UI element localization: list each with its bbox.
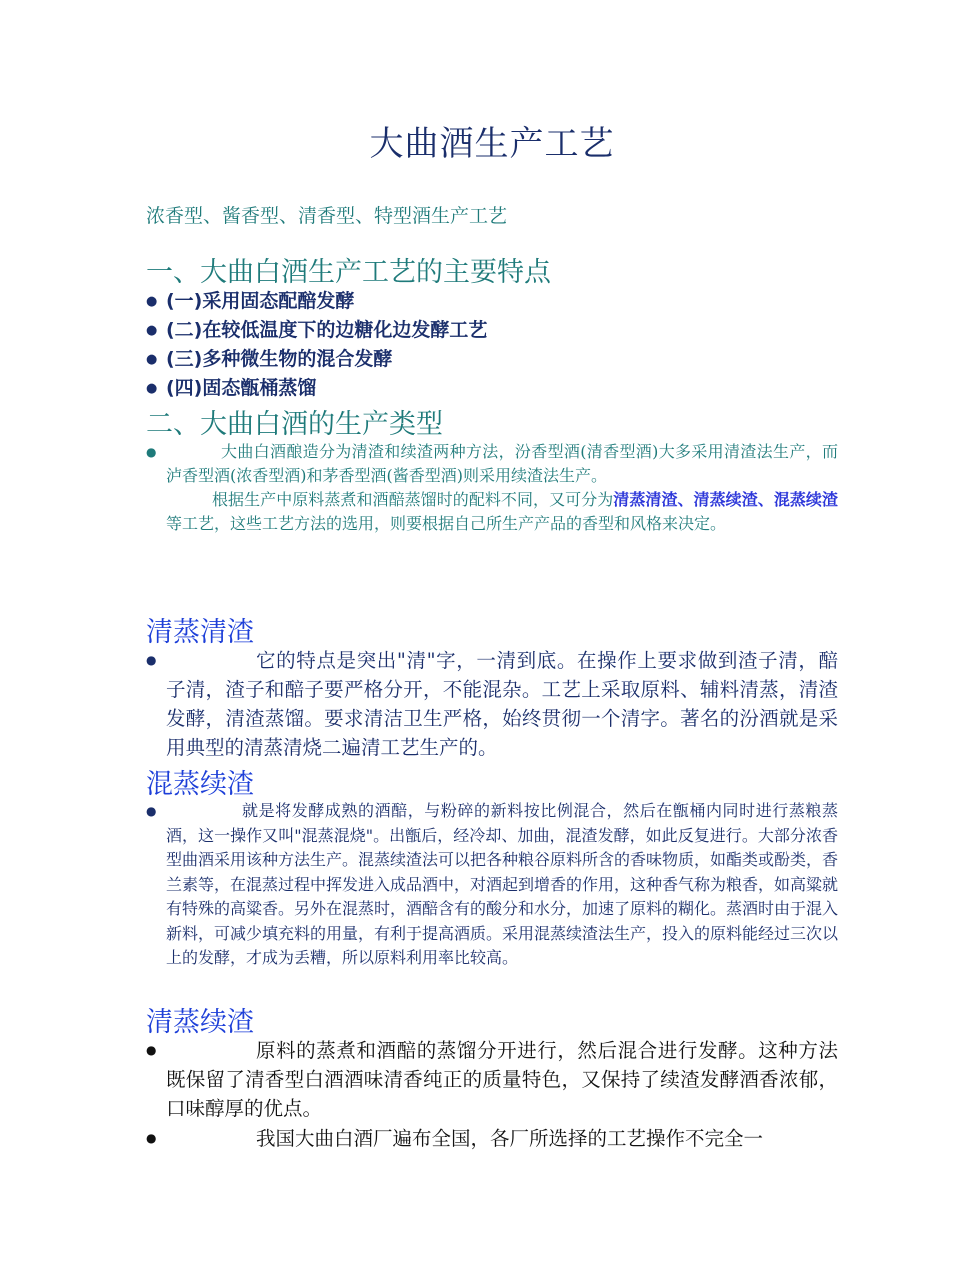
process-types-highlight: 清蒸清渣、清蒸续渣、混蒸续渣: [613, 490, 838, 509]
qzqz-text: 它的特点是突出"清"字，一清到底。在操作上要求做到渣子清，醅子清，渣子和醅子要严格分开，不能混杂。工艺上采取原料、辅料清蒸，清渣发酵，清渣蒸馏。要求清洁卫生严格，始终贯彻一个清字。著名的汾酒就是采用典型的清蒸清烧二遍清工艺生产的。: [166, 649, 838, 759]
production-types-paragraph: [146, 440, 838, 536]
qzxz-heading: 清蒸续渣: [146, 1007, 254, 1038]
bullet-icon: ●: [146, 1043, 157, 1057]
qzxz-text-1: 原料的蒸煮和酒醅的蒸馏分开进行，然后混合进行发酵。这种方法既保留了清香型白酒酒味清香纯正的质量特色，又保持了续渣发酵酒香浓郁，口味醇厚的优点。: [166, 1039, 838, 1120]
bullet-icon: ●: [146, 445, 157, 459]
qzxz-paragraph-2: [146, 1124, 838, 1153]
list-item: ● (一)采用固态配醅发酵: [146, 287, 487, 316]
bullet-icon: ●: [146, 804, 157, 818]
page-title: 大曲酒生产工艺: [369, 124, 615, 164]
bullet-icon: ●: [146, 653, 157, 667]
hzxz-paragraph: [146, 799, 838, 971]
features-list: [146, 287, 487, 403]
qzxz-text-2: 我国大曲白酒厂遍布全国，各厂所选择的工艺操作不完全一: [256, 1127, 764, 1150]
hzxz-text: 就是将发酵成熟的酒醅，与粉碎的新料按比例混合，然后在甑桶内同时进行蒸粮蒸酒，这一操作又叫"混蒸混烧"。出甑后，经冷却、加曲，混渣发酵，如此反复进行。大部分浓香型曲酒采用该种方法生产。混蒸续渣法可以把各种粮谷原料所含的香味物质，如酯类或酚类，香兰素等，在混蒸过程中挥发进入成品酒中，对酒起到增香的作用，这种香气称为粮香，如高粱就有特殊的高粱香。另外在混蒸时，酒醅含有的酸分和水分，加速了原料的糊化。蒸酒时由于混入新料，可减少填充料的用量，有利于提高酒质。采用混蒸续渣法生产，投入的原料能经过三次以上的发酵，才成为丢糟，所以原料利用率比较高。: [166, 801, 839, 967]
section1-heading: 一、大曲白酒生产工艺的主要特点: [146, 257, 551, 288]
list-item: ● (四)固态甑桶蒸馏: [146, 374, 487, 403]
production-types-text: 大曲白酒酿造分为清渣和续渣两种方法，汾香型酒(清香型酒)大多采用清渣法生产，而泸香型酒(浓香型酒)和茅香型酒(酱香型酒)则采用续渣法生产。: [166, 442, 838, 485]
qzqz-heading: 清蒸清渣: [146, 617, 254, 648]
list-item: ● (二)在较低温度下的边糖化边发酵工艺: [146, 316, 487, 345]
section2-heading: 二、大曲白酒的生产类型: [146, 409, 443, 440]
subtitle: 浓香型、酱香型、清香型、特型酒生产工艺: [146, 205, 508, 227]
qzxz-paragraph-1: [146, 1036, 838, 1123]
process-types-text: 根据生产中原料蒸煮和酒醅蒸馏时的配料不同，又可分为清蒸清渣、清蒸续渣、混蒸续渣等工艺，这些工艺方法的选用，则要根据自己所生产产品的香型和风格来决定。: [166, 490, 838, 533]
hzxz-heading: 混蒸续渣: [146, 769, 254, 800]
list-item: ● (三)多种微生物的混合发酵: [146, 345, 487, 374]
qzqz-paragraph: [146, 646, 838, 762]
bullet-icon: ●: [146, 1131, 157, 1145]
